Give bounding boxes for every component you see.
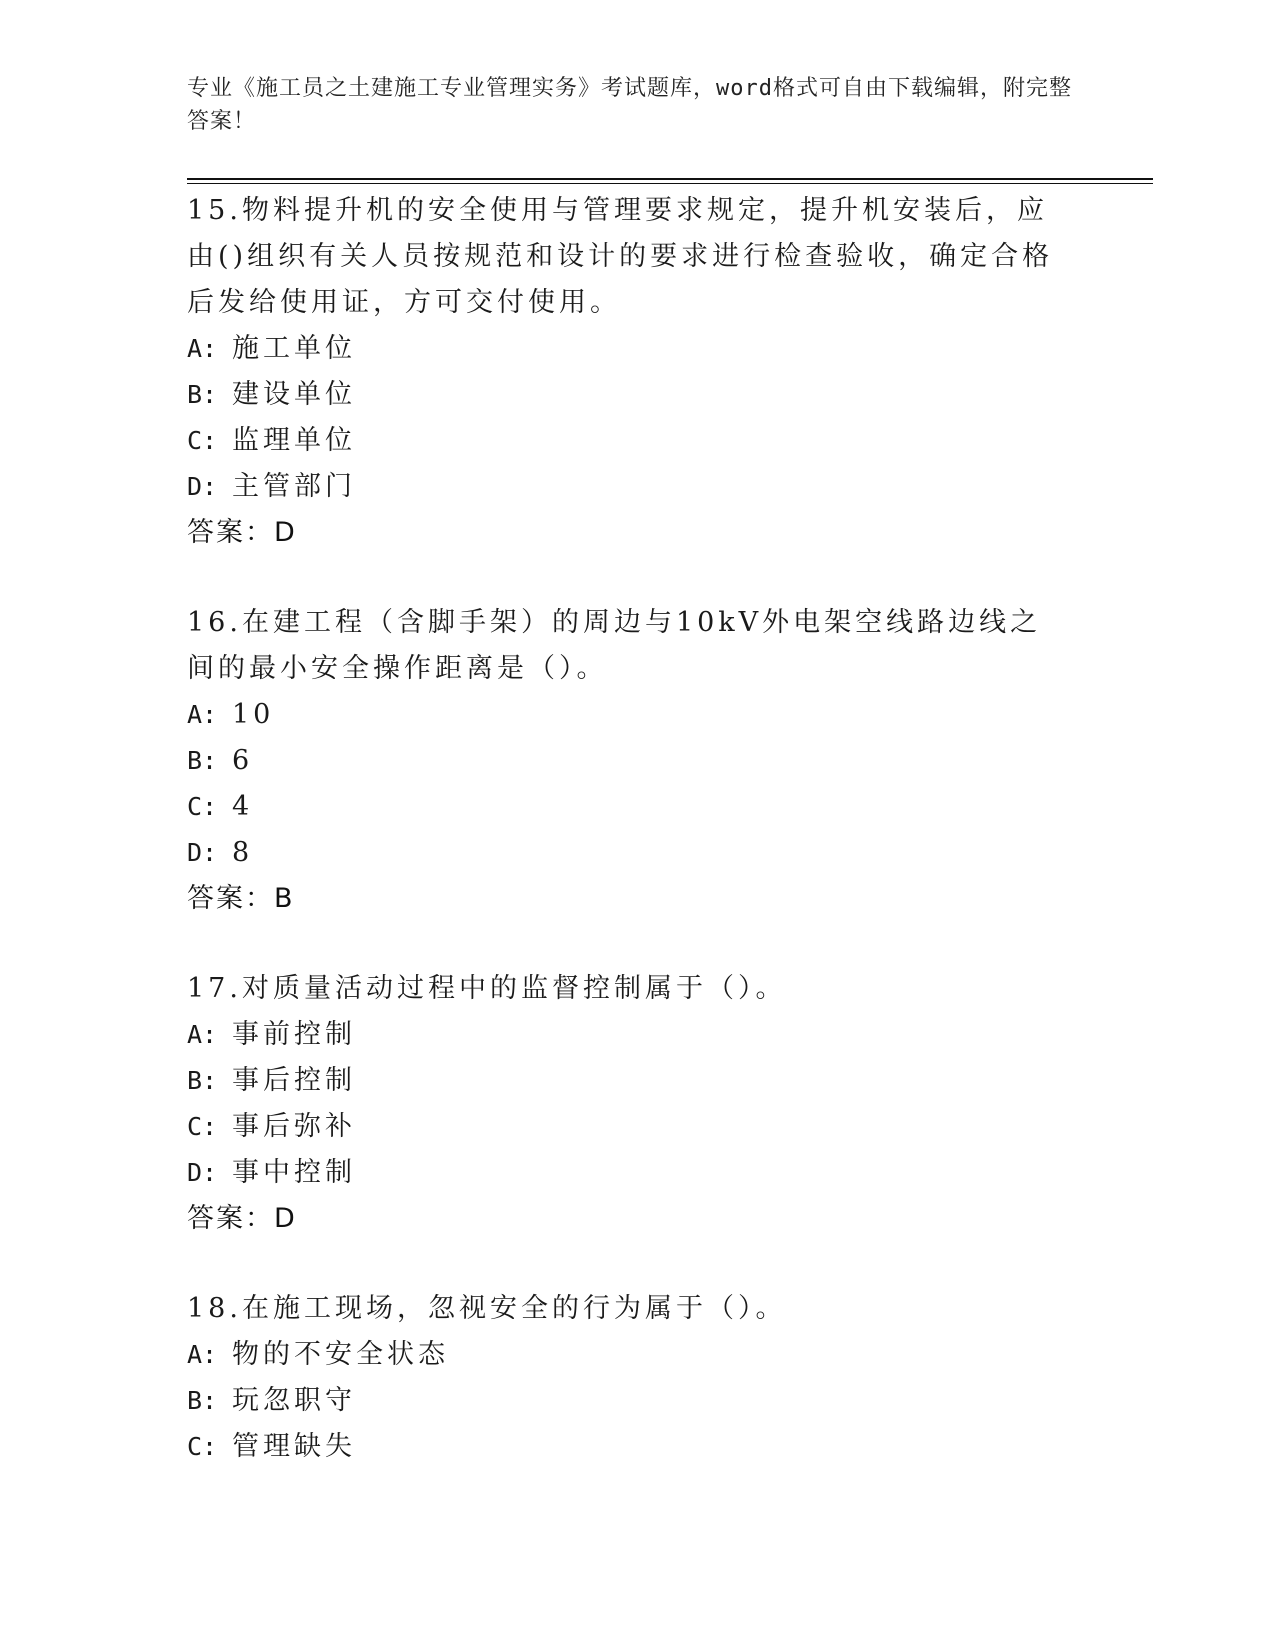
option-label: A: [187,334,218,363]
option-text: 主管部门 [232,471,356,502]
option-label: C: [187,792,218,821]
option-b [187,1058,1067,1104]
question-stem: 16.在建工程（含脚手架）的周边与10kV外电架空线路边线之间的最小安全操作距离是（）。 [187,607,1042,684]
question-16 [187,600,1067,922]
option-text: 6 [232,745,254,776]
question-stem: 15.物料提升机的安全使用与管理要求规定，提升机安装后，应由()组织有关人员按规范和设计的要求进行检查验收，确定合格后发给使用证，方可交付使用。 [187,195,1054,318]
option-label: B: [187,1386,218,1415]
option-label: C: [187,426,218,455]
document-header: 专业《施工员之土建施工专业管理实务》考试题库，word格式可自由下载编辑，附完整答案！ [187,76,1072,134]
option-label: A: [187,1020,218,1049]
option-label: D: [187,1158,218,1187]
option-text: 事后控制 [232,1065,356,1096]
option-label: A: [187,700,218,729]
option-text: 8 [232,837,254,868]
option-c [187,1424,1067,1470]
option-b [187,738,1067,784]
question-list [187,188,1067,1514]
option-d [187,1150,1067,1196]
question-17 [187,966,1067,1242]
option-label: C: [187,1432,218,1461]
option-c [187,1104,1067,1150]
option-text: 施工单位 [232,333,356,364]
option-a [187,692,1067,738]
answer-line: 答案：D [187,1203,297,1234]
answer-line: 答案：B [187,883,295,914]
question-stem: 18.在施工现场，忽视安全的行为属于（）。 [187,1293,787,1324]
option-d [187,830,1067,876]
option-text: 事前控制 [232,1019,356,1050]
option-label: C: [187,1112,218,1141]
option-text: 10 [232,699,275,730]
option-text: 物的不安全状态 [232,1339,449,1370]
option-text: 管理缺失 [232,1431,356,1462]
option-a [187,326,1067,372]
answer-line: 答案：D [187,517,297,548]
header-divider-thin [187,183,1153,184]
option-text: 玩忽职守 [232,1385,356,1416]
option-a [187,1332,1067,1378]
question-18 [187,1286,1067,1470]
option-text: 监理单位 [232,425,356,456]
option-b [187,372,1067,418]
question-stem: 17.对质量活动过程中的监督控制属于（）。 [187,973,787,1004]
option-label: B: [187,746,218,775]
option-label: A: [187,1340,218,1369]
option-c [187,418,1067,464]
option-label: D: [187,838,218,867]
option-text: 建设单位 [232,379,356,410]
option-a [187,1012,1067,1058]
option-label: B: [187,380,218,409]
header-divider-thick [187,178,1153,180]
option-text: 4 [232,791,254,822]
option-label: B: [187,1066,218,1095]
option-b [187,1378,1067,1424]
option-d [187,464,1067,510]
option-text: 事后弥补 [232,1111,356,1142]
question-15 [187,188,1067,556]
option-label: D: [187,472,218,501]
option-text: 事中控制 [232,1157,356,1188]
option-c [187,784,1067,830]
